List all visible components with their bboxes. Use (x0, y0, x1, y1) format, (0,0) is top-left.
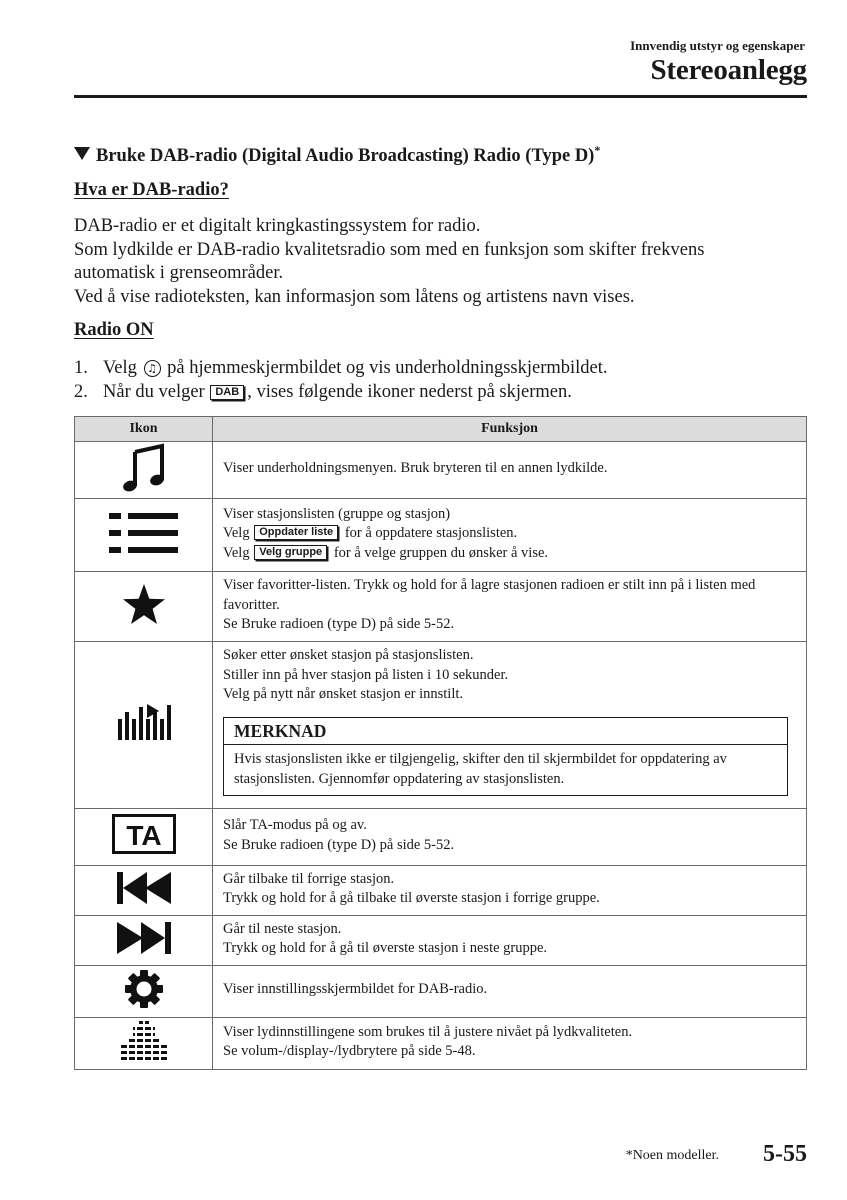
function-cell (213, 442, 807, 499)
function-cell (213, 808, 807, 865)
icon-cell (75, 442, 213, 499)
gear-icon (124, 969, 164, 1009)
update-list-button[interactable]: Oppdater liste (254, 525, 338, 540)
note-text: Hvis stasjonslisten ikke er tilgjengelig, skifter den til skjermbildet for oppdatering av stasjonslisten. Gjennomfør oppdatering av stasjonslisten. (234, 751, 727, 787)
select-group-button[interactable]: Velg gruppe (254, 545, 327, 560)
table-row (75, 965, 807, 1017)
function-line: Se volum-/display-/lydbrytere på side 5-48. (223, 1043, 476, 1059)
function-cell (213, 1017, 807, 1069)
icon-cell (75, 641, 213, 808)
header-section-label: Innvendig utstyr og egenskaper (630, 38, 805, 53)
page-number: 5-55 (763, 1141, 807, 1167)
music-note-icon (121, 443, 167, 493)
triangle-down-icon (74, 147, 90, 160)
function-line: Trykk og hold for å gå til øverste stasjon i neste gruppe. (223, 940, 548, 956)
paragraph-line: Som lydkilde er DAB-radio kvalitetsradio som med en funksjon som skifter frekvens automatisk i grenseområder. (74, 239, 705, 283)
ta-icon (112, 814, 176, 854)
page-title: Stereoanlegg (650, 54, 807, 86)
function-line: Går til neste stasjon. (223, 920, 342, 937)
table-header-function: Funksjon (213, 417, 807, 442)
next-track-icon (116, 920, 172, 956)
note-box (223, 717, 788, 797)
step-number: 1. (74, 358, 88, 378)
function-line: Se Bruke radioen (type D) på side 5-52. (223, 616, 455, 632)
step-text: , vises følgende ikoner nederst på skjermen. (247, 382, 572, 402)
function-cell (213, 499, 807, 572)
function-line: Viser lydinnstillingene som brukes til å justere nivået på lydkvaliteten. (223, 1023, 633, 1040)
function-line: Viser stasjonslisten (gruppe og stasjon) (223, 505, 451, 522)
function-cell (213, 965, 807, 1017)
icon-table (74, 416, 807, 1070)
what-is-heading: Hva er DAB-radio? (74, 180, 229, 200)
step-1 (74, 356, 608, 380)
function-cell (213, 641, 807, 808)
table-row (75, 808, 807, 865)
ta-icon-label: TA (125, 820, 162, 851)
function-line: Viser underholdningsmenyen. Bruk bryteren til en annen lydkilde. (223, 460, 608, 477)
function-cell (213, 572, 807, 642)
function-line: Trykk og hold for å gå tilbake til øverste stasjon i forrige gruppe. (223, 890, 600, 906)
function-line: Viser favoritter-listen. Trykk og hold for å lagre stasjonen radioen er stilt inn på i listen med favoritter. (223, 577, 756, 613)
section-heading-text: Bruke DAB-radio (Digital Audio Broadcasting) Radio (Type D) (96, 146, 595, 167)
previous-track-icon (116, 870, 172, 906)
function-line: Stiller inn på hver stasjon på listen i 10 sekunder. (223, 666, 509, 683)
list-icon (108, 511, 180, 555)
function-line: Slår TA-modus på og av. (223, 817, 367, 833)
function-text: Velg (223, 544, 250, 561)
icon-cell (75, 808, 213, 865)
function-text: for å oppdatere stasjonslisten. (344, 525, 518, 542)
function-line (223, 544, 798, 564)
note-title: MERKNAD (224, 718, 787, 746)
asterisk-mark: * (594, 143, 601, 157)
radio-on-heading: Radio ON (74, 320, 154, 340)
icon-cell (75, 499, 213, 572)
paragraph-line: Ved å vise radioteksten, kan informasjon som låtens og artistens navn vises. (74, 286, 635, 307)
section-heading (74, 143, 600, 167)
star-icon (122, 583, 166, 625)
function-line: Går tilbake til forrige stasjon. (223, 870, 395, 887)
function-line (223, 524, 798, 544)
icon-cell (75, 1017, 213, 1069)
table-row (75, 865, 807, 915)
icon-cell (75, 915, 213, 965)
what-is-paragraph (74, 215, 774, 309)
function-text: Velg (223, 525, 250, 542)
paragraph-line: DAB-radio er et digitalt kringkastingssystem for radio. (74, 216, 481, 236)
steps-list (74, 356, 608, 404)
function-text: for å velge gruppen du ønsker å vise. (333, 544, 549, 561)
function-line: Se Bruke radioen (type D) på side 5-52. (223, 836, 455, 853)
table-row (75, 572, 807, 642)
music-note-icon: ♫ (144, 360, 161, 377)
step-2 (74, 380, 608, 404)
table-row (75, 499, 807, 572)
header-divider (74, 95, 807, 98)
table-row (75, 915, 807, 965)
function-line: Viser innstillingsskjermbildet for DAB-radio. (223, 981, 488, 998)
dab-button[interactable]: DAB (210, 385, 244, 400)
step-text: Når du velger (103, 382, 205, 402)
step-text: på hjemmeskjermbildet og vis underholdningsskjermbildet. (167, 358, 608, 378)
function-cell (213, 865, 807, 915)
table-header-icon: Ikon (75, 417, 213, 442)
function-line: Søker etter ønsket stasjon på stasjonslisten. (223, 647, 474, 663)
table-header-row (75, 417, 807, 442)
function-line: Velg på nytt når ønsket stasjon er innstilt. (223, 686, 464, 702)
icon-cell (75, 572, 213, 642)
scan-icon (116, 702, 172, 742)
table-row (75, 442, 807, 499)
table-row (75, 1017, 807, 1069)
function-cell (213, 915, 807, 965)
table-row (75, 641, 807, 808)
equalizer-icon (119, 1019, 169, 1063)
step-number: 2. (74, 382, 88, 402)
footnote: *Noen modeller. (625, 1148, 719, 1163)
icon-cell (75, 865, 213, 915)
icon-cell (75, 965, 213, 1017)
step-text: Velg (103, 358, 137, 378)
